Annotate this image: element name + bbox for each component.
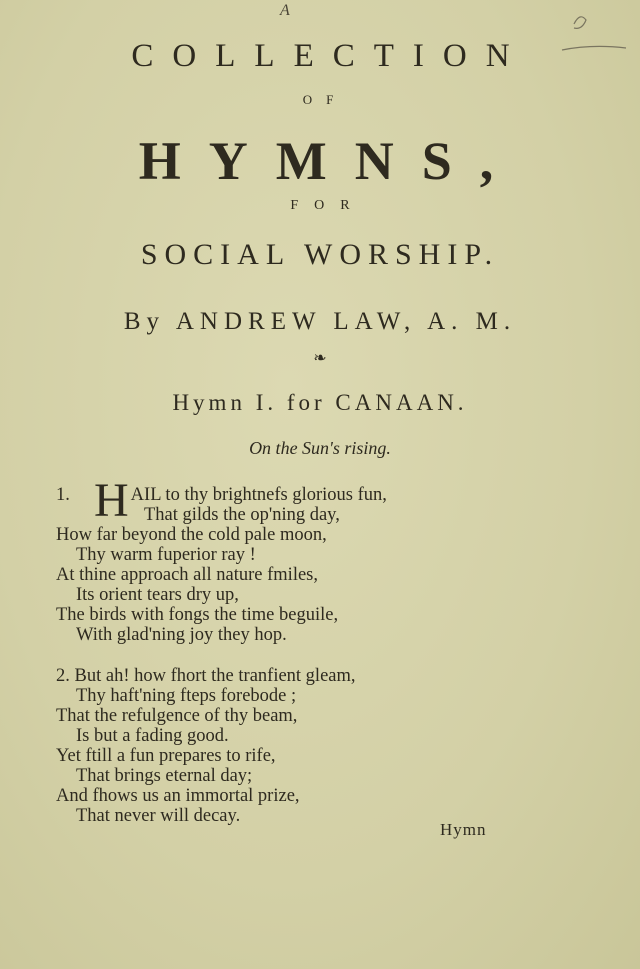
stanza-line: The birds with fongs the time beguile, bbox=[56, 605, 339, 625]
stanza-line: And fhows us an immortal prize, bbox=[56, 786, 300, 806]
title-hymns: HYMNS, bbox=[138, 131, 522, 191]
stanza-line: Yet ftill a fun prepares to rife, bbox=[56, 746, 276, 766]
stanza-line: Its orient tears dry up, bbox=[76, 585, 239, 605]
ornament-icon: ❧ bbox=[313, 350, 327, 367]
stanza-line: That never will decay. bbox=[76, 806, 241, 826]
stanza-line: How far beyond the cold pale moon, bbox=[56, 525, 327, 545]
stanza-1 bbox=[56, 474, 576, 645]
drop-cap: H bbox=[94, 474, 129, 527]
stanza-line: Thy haft'ning fteps forebode ; bbox=[76, 686, 297, 706]
stanza-line: Is but a fading good. bbox=[76, 726, 229, 746]
catchword: Hymn bbox=[440, 820, 487, 839]
stanza-line: That gilds the op'ning day, bbox=[144, 505, 340, 525]
author-byline: By ANDREW LAW, A. M. bbox=[123, 308, 517, 335]
title-collection: COLLECTION bbox=[131, 38, 529, 74]
stanza-number: 1. bbox=[56, 485, 70, 505]
title-of: OF bbox=[302, 92, 348, 107]
stanza-number: 2. bbox=[56, 666, 70, 686]
title-for: FOR bbox=[290, 198, 366, 213]
stanza-line: That brings eternal day; bbox=[76, 766, 253, 786]
stanza-line: That the refulgence of thy beam, bbox=[56, 706, 298, 726]
hymn-subtitle: On the Sun's rising. bbox=[249, 438, 391, 458]
stanza-line bbox=[56, 666, 576, 686]
stanza-line: Thy warm fuperior ray ! bbox=[76, 545, 256, 565]
stanza-line-text: AIL to thy brightnefs glorious fun, bbox=[130, 485, 387, 505]
stanza-line-text: But ah! how fhort the tranfient gleam, bbox=[74, 666, 356, 686]
hymn-heading: Hymn I. for CANAAN. bbox=[172, 390, 468, 415]
title-social-worship: SOCIAL WORSHIP. bbox=[140, 238, 500, 271]
signature-mark: A bbox=[280, 2, 290, 19]
stanza-line: With glad'ning joy they hop. bbox=[76, 625, 287, 645]
stanza-2 bbox=[56, 666, 576, 826]
stanza-line: At thine approach all nature fmiles, bbox=[56, 565, 318, 585]
